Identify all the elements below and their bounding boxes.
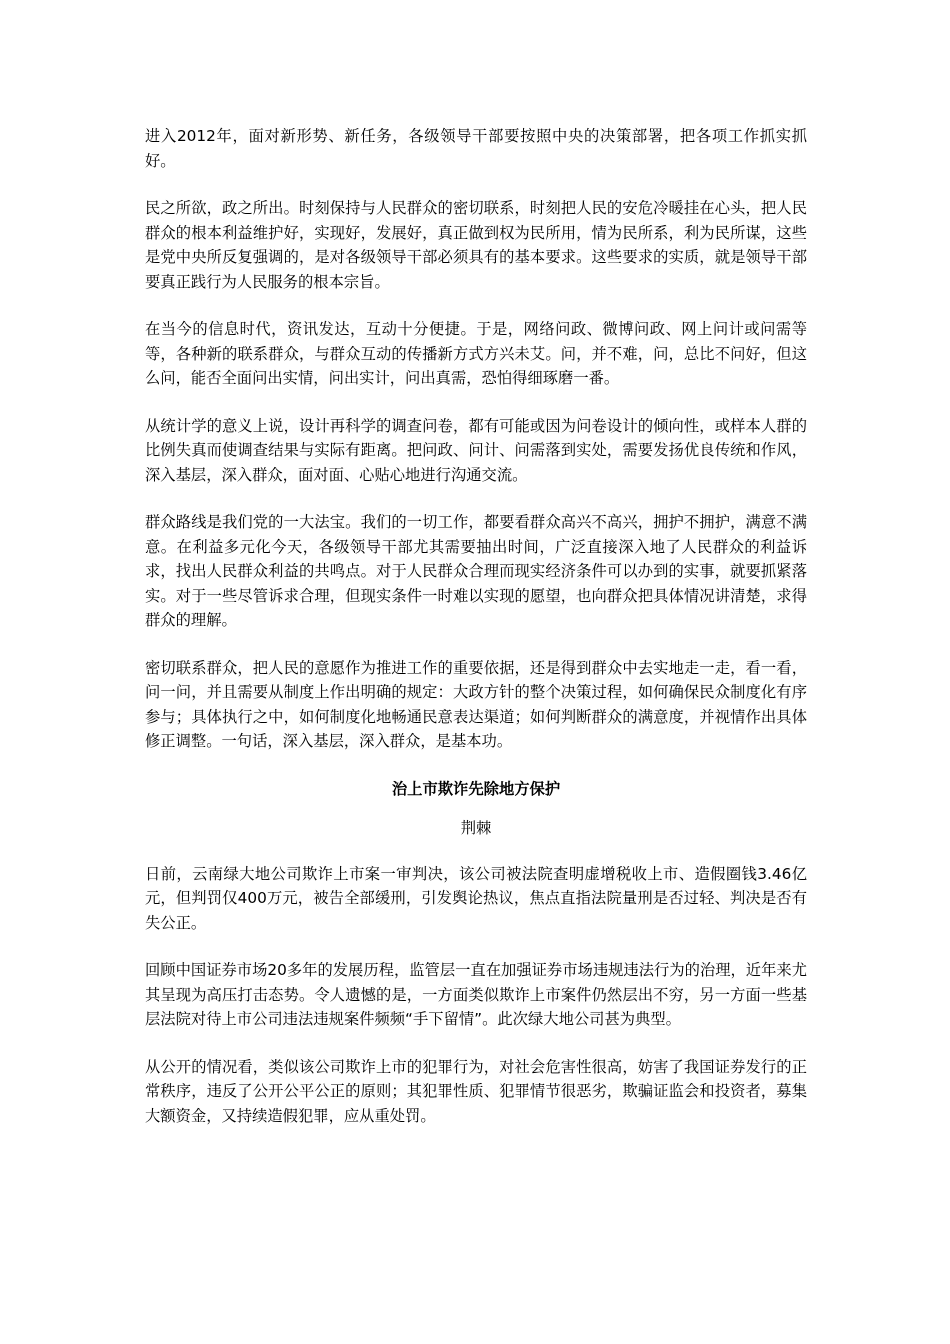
paragraph-securities-history: 回顾中国证券市场20多年的发展历程，监管层一直在加强证券市场违规违法行为的治理，近年来尤其呈现为高压打击态势。令人遗憾的是，一方面类似欺诈上市案件仍然层出不穷，另一方面一些基层法院对待上市公司违法违规案件频频“手下留情”。此次绿大地公司甚为典型。 (145, 961, 807, 1028)
paragraph-public-situation: 从公开的情况看，类似该公司欺诈上市的犯罪行为，对社会危害性很高，妨害了我国证券发行的正常秩序，违反了公开公平公正的原则；其犯罪性质、犯罪情节很恶劣，欺骗证监会和投资者，募集大额资金，又持续造假犯罪，应从重处罚。 (145, 1057, 807, 1125)
paragraph-mass-line: 群众路线是我们党的一大法宝。我们的一切工作，都要看群众高兴不高兴，拥护不拥护，满意不满意。在利益多元化今天，各级领导干部尤其需要抽出时间，广泛直接深入地了人民群众的利益诉求，找出人民群众利益的共鸣点。对于人民群众合理而现实经济条件可以办到的实事，就要抓紧落实。对于一些尽管诉求合理，但现实条件一时难以实现的愿望，也向群众把具体情况讲清楚，求得群众的理解。 (145, 513, 807, 629)
paragraph-intro: 进入2012年，面对新形势、新任务，各级领导干部要按照中央的决策部署，把各项工作抓实抓好。 (145, 127, 807, 170)
paragraph-lvdadi-case: 日前，云南绿大地公司欺诈上市案一审判决，该公司被法院查明虚增税收上市、造假圈钱3.46亿元，但判罚仅400万元，被告全部缓刑，引发舆论热议，焦点直指法院量刑是否过轻、判决是否有失公正。 (145, 864, 807, 932)
article-author: 荆棘 (460, 819, 492, 837)
document-page (145, 124, 807, 1151)
paragraph-statistics: 从统计学的意义上说，设计再科学的调查问卷，都有可能或因为问卷设计的倾向性，或样本人群的比例失真而使调查结果与实际有距离。把问政、问计、问需落到实处，需要发扬优良传统和作风，深入基层，深入群众，面对面、心贴心地进行沟通交流。 (145, 416, 807, 484)
paragraph-information-age: 在当今的信息时代，资讯发达，互动十分便捷。于是，网络问政、微博问政、网上问计或问需等等，各种新的联系群众，与群众互动的传播新方式方兴未艾。问，并不难，问，总比不问好，但这么问，能否全面问出实情，问出实计，问出真需，恐怕得细琢磨一番。 (145, 320, 807, 387)
article-title: 治上市欺诈先除地方保护 (391, 779, 561, 798)
paragraph-close-contact: 密切联系群众，把人民的意愿作为推进工作的重要依据，还是得到群众中去实地走一走，看一看，问一问，并且需要从制度上作出明确的规定：大政方针的整个决策过程，如何确保民众制度化有序参与；具体执行之中，如何制度化地畅通民意表达渠道；如何判断群众的满意度，并视情作出具体修正调整。一句话，深入基层，深入群众，是基本功。 (145, 658, 807, 750)
paragraph-people-wishes: 民之所欲，政之所出。时刻保持与人民群众的密切联系，时刻把人民的安危冷暖挂在心头，把人民群众的根本利益维护好，实现好，发展好，真正做到权为民所用，情为民所系，利为民所谋，这些是党中央所反复强调的，是对各级领导干部必须具有的基本要求。这些要求的实质，就是领导干部要真正践行为人民服务的根本宗旨。 (145, 199, 807, 291)
